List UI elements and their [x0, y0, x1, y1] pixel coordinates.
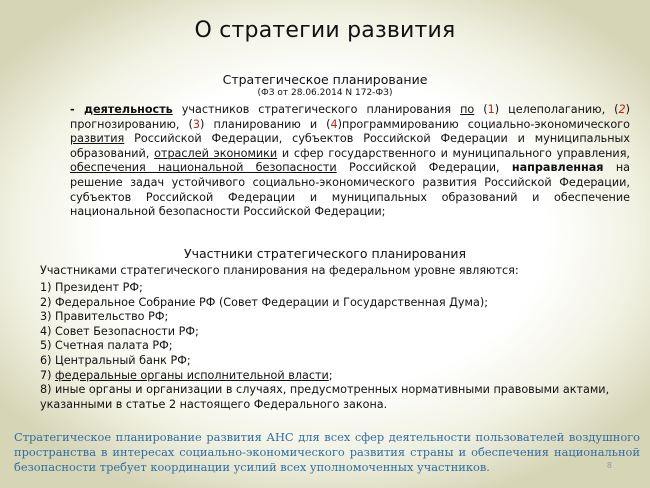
term-activity: деятельность [84, 103, 173, 116]
text-fragment: и сфер государственного и муниципального управления, [277, 146, 630, 160]
list-item: 1) Президент РФ; [40, 281, 143, 294]
section-heading-participants: Участники стратегического планирования [183, 246, 467, 261]
item-punct: ; [328, 368, 333, 382]
text-fragment: ) целеполаганию, ( [494, 103, 619, 116]
list-item: 4) Совет Безопасности РФ; [40, 324, 199, 338]
participants-intro: Участниками стратегического планирования на федеральном уровне являются: [40, 264, 519, 277]
dash: - [70, 103, 84, 116]
underlined-economy-sectors: отраслей экономики [154, 146, 278, 160]
list-item: 5) Счетная палата РФ; [40, 339, 173, 353]
item-federal-bodies: федеральные органы исполнительной власти [55, 368, 329, 382]
number-2: 2 [618, 103, 626, 116]
text-fragment: Российской Федерации, субъектов Российской Федерации и муниципальных образований, [70, 132, 630, 160]
text-fragment: ( [474, 103, 488, 116]
list-item [40, 369, 630, 384]
conclusion-note: Стратегическое планирование развития АНС для всех сфер деятельности пользователей воздушного пространства в интересах социально-экономического развития страны и обеспечения национальной безопасности требует координации усилий всех уполномоченных участников. [14, 430, 640, 474]
text-fragment: )программированию социально-экономического [337, 117, 630, 131]
page-number: 8 [606, 461, 612, 470]
underlined-development: развития [70, 132, 125, 146]
section-heading-planning: Стратегическое планирование [222, 72, 428, 87]
definition-text [40, 103, 630, 220]
list-item: 6) Центральный банк РФ; [40, 353, 191, 367]
list-item: 2) Федеральное Собрание РФ (Совет Федерации и Государственная Дума); [40, 295, 488, 309]
number-4: 4 [330, 117, 338, 131]
text-fragment: Российской Федерации, [336, 161, 512, 175]
list-item: 8) иные органы и организации в случаях, предусмотренных нормативными правовыми актами, указанными в статье 2 настоящего Федерального закона. [40, 383, 610, 411]
text-fragment: участников стратегического планирования [172, 103, 461, 116]
slide-title: О стратегии развития [194, 18, 456, 43]
text-fragment: на решение задач устойчивого социально-экономического развития Российской Федерации, субъектов Российской Федерации и муниципальных образований и обеспечение национальной безопасности Российской Федерации; [70, 161, 630, 219]
number-3: 3 [192, 117, 201, 131]
number-1: 1 [487, 103, 495, 116]
law-reference: (ФЗ от 28.06.2014 N 172-ФЗ) [257, 88, 393, 98]
list-item: 3) Правительство РФ; [40, 310, 169, 324]
word-po: по [460, 103, 475, 116]
word-directed: направленная [511, 161, 604, 175]
definition-paragraph [40, 103, 630, 220]
text-fragment: ) прогнозированию, ( [70, 103, 630, 131]
participants-list [40, 281, 630, 412]
text-fragment: ) планированию и ( [200, 117, 331, 131]
item-number: 7) [40, 368, 56, 382]
underlined-national-security: обеспечения национальной безопасности [70, 161, 337, 175]
